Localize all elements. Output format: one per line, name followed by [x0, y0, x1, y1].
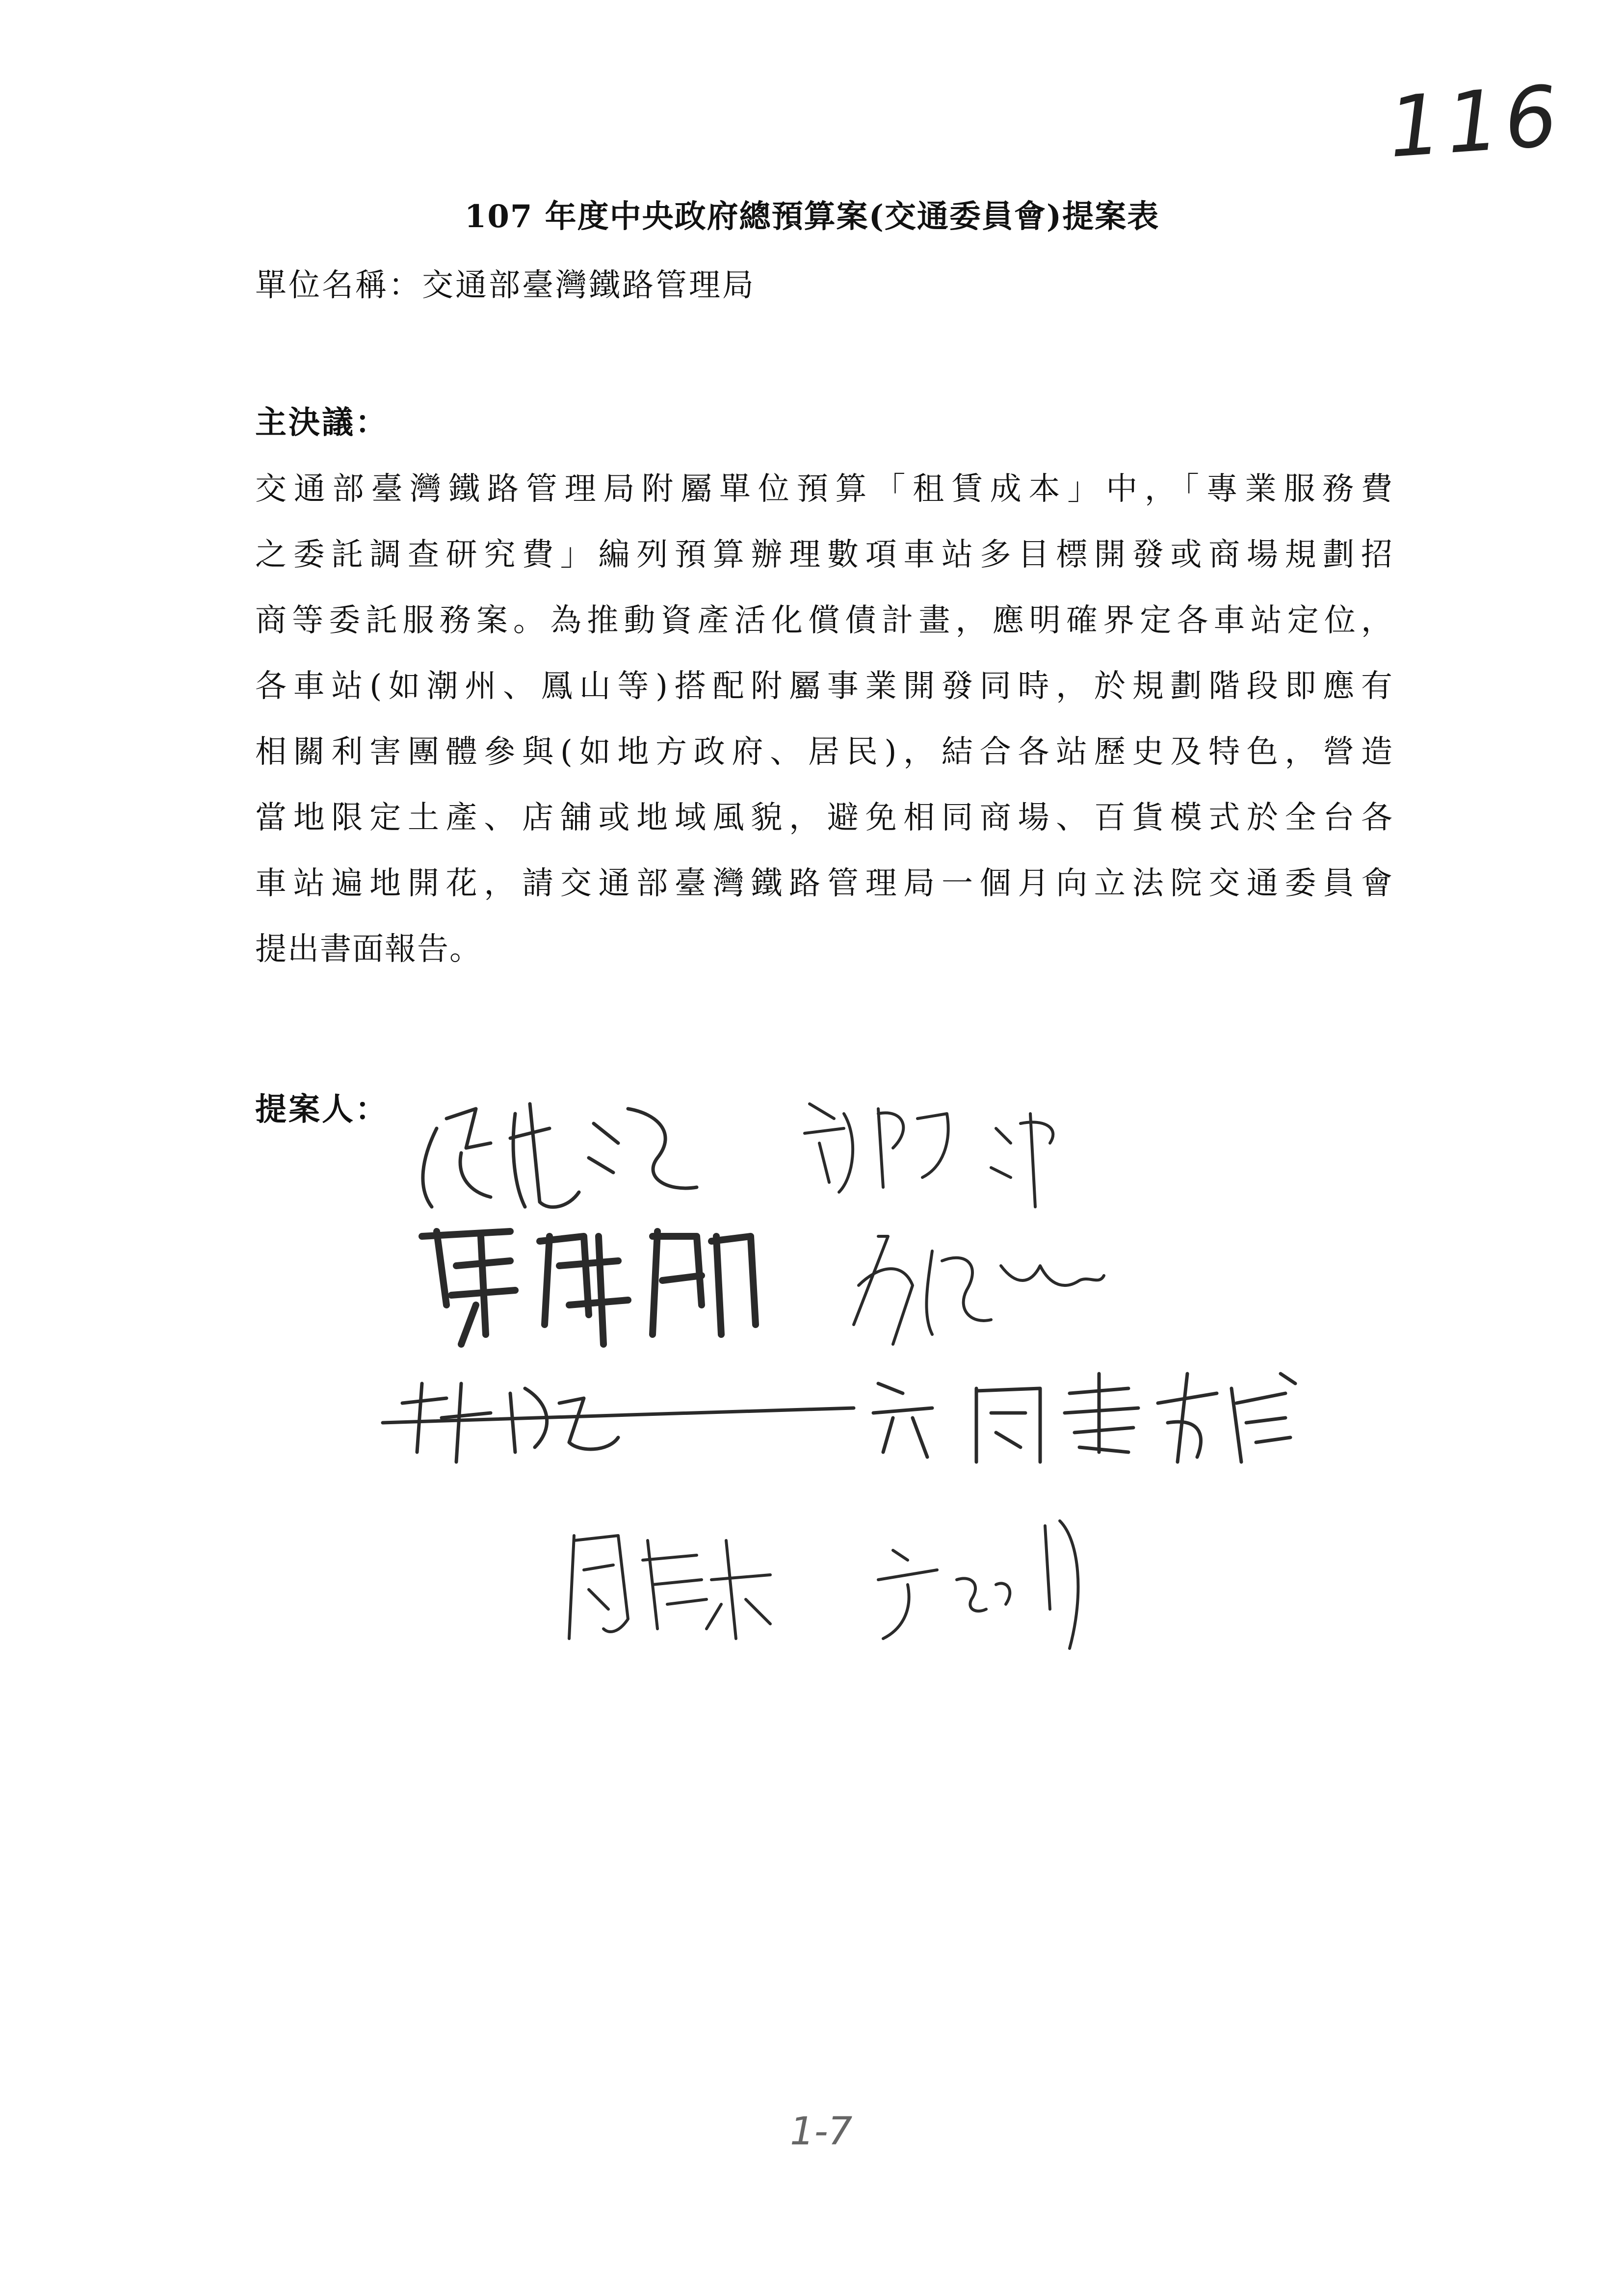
handwritten-footer-page-number: 1-7: [790, 2110, 853, 2154]
handwritten-page-number: 116: [1385, 67, 1566, 177]
signature-6: [873, 1374, 1138, 1462]
signature-2: [805, 1104, 1053, 1207]
unit-name: 交通部臺灣鐵路管理局: [422, 267, 756, 304]
resolution-line: 各車站(如潮州、鳳山等)搭配附屬事業開發同時，於規劃階段即應有: [255, 668, 1393, 704]
resolution-line: 交通部臺灣鐵路管理局附屬單位預算「租賃成本」中，「專業服務費: [255, 471, 1393, 507]
proposer-label: 提案人：: [255, 1091, 389, 1128]
resolution-line: 當地限定土產、店舖或地域風貌，避免相同商場、百貨模式於全台各: [255, 800, 1393, 836]
signature-9: [878, 1521, 1078, 1648]
unit-label: 單位名稱：: [255, 267, 422, 304]
signature-7: [1158, 1374, 1295, 1462]
signature-4: [854, 1236, 1104, 1344]
signature-1: [423, 1104, 697, 1207]
resolution-line: 相關利害團體參與(如地方政府、居民)，結合各站歷史及特色，營造: [255, 734, 1393, 770]
resolution-line: 車站遍地開花，請交通部臺灣鐵路管理局一個月向立法院交通委員會: [255, 865, 1393, 902]
handwritten-signatures: [363, 1030, 1541, 1766]
resolution-line: 提出書面報告。: [255, 931, 482, 967]
signature-5: [383, 1383, 854, 1462]
unit-line: [255, 260, 756, 305]
resolution-body: [255, 469, 1393, 994]
resolution-label: 主決議：: [255, 404, 389, 441]
signature-3: [422, 1231, 756, 1344]
signature-8: [569, 1536, 770, 1639]
document-title: 107 年度中央政府總預算案(交通委員會)提案表: [464, 198, 1160, 235]
resolution-line: 之委託調查研究費」編列預算辦理數項車站多目標開發或商場規劃招: [255, 537, 1393, 573]
resolution-line: 商等委託服務案。為推動資產活化償債計畫，應明確界定各車站定位，: [255, 602, 1393, 639]
